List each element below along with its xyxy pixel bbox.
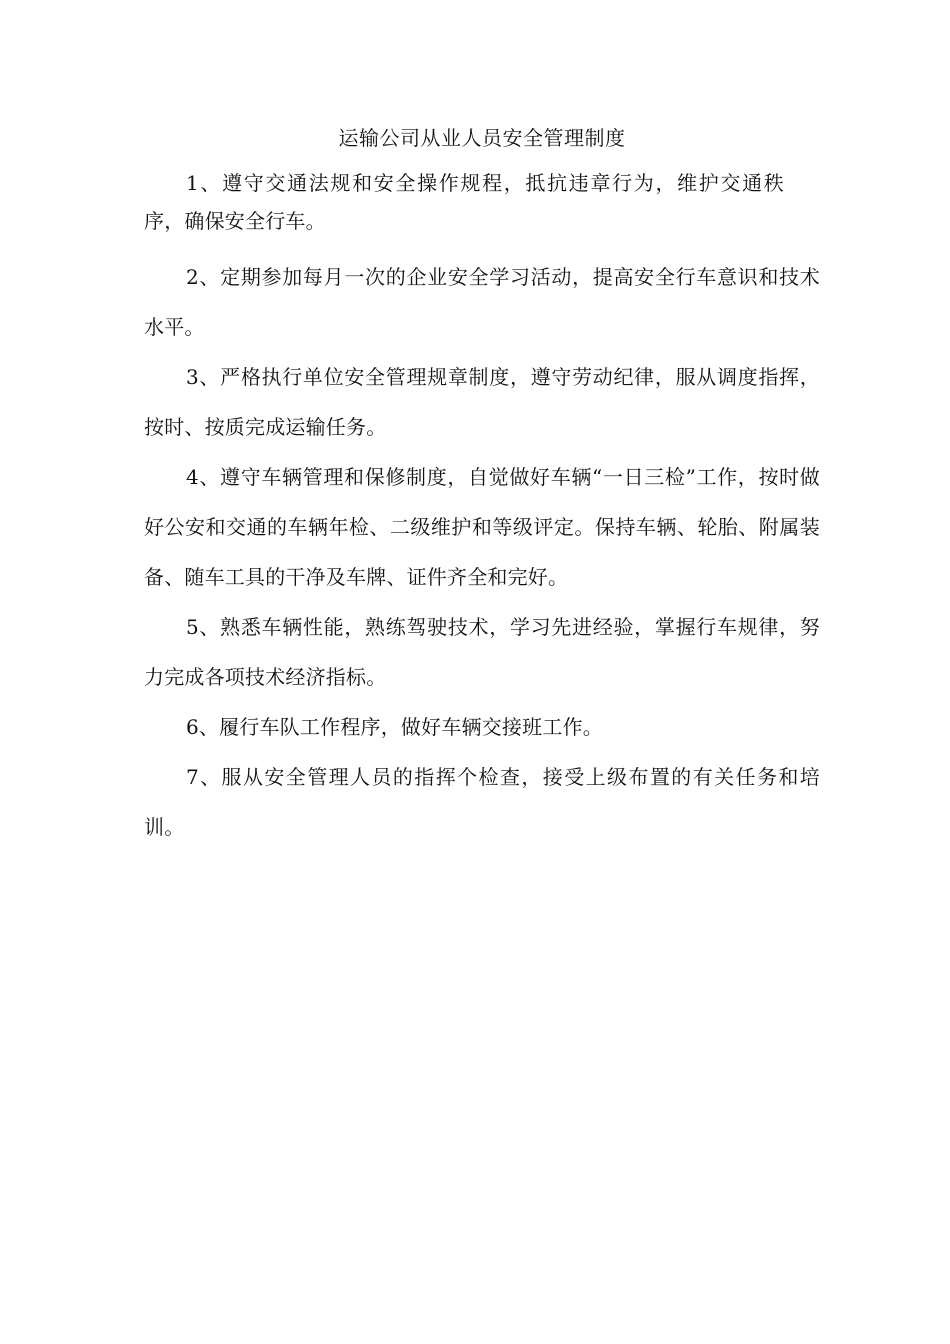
document-body bbox=[144, 118, 820, 852]
rule-paragraph-3: 3、严格执行单位安全管理规章制度，遵守劳动纪律，服从调度指挥，按时、按质完成运输任务。 bbox=[144, 365, 820, 439]
rule-paragraph-1: 1、遵守交通法规和安全操作规程，抵抗违章行为，维护交通秩序，确保安全行车。 bbox=[144, 171, 784, 233]
rule-paragraph-7: 7、服从安全管理人员的指挥个检查，接受上级布置的有关任务和培训。 bbox=[144, 765, 820, 839]
rule-paragraph-5: 5、熟悉车辆性能，熟练驾驶技术，学习先进经验，掌握行车规律，努力完成各项技术经济指标。 bbox=[144, 615, 820, 689]
rule-paragraph-4: 4、遵守车辆管理和保修制度，自觉做好车辆“一日三检”工作，按时做好公安和交通的车辆年检、二级维护和等级评定。保持车辆、轮胎、附属装备、随车工具的干净及车牌、证件齐全和完好。 bbox=[144, 465, 820, 589]
document-title: 运输公司从业人员安全管理制度 bbox=[338, 126, 626, 150]
rule-paragraph-2: 2、定期参加每月一次的企业安全学习活动，提高安全行车意识和技术水平。 bbox=[144, 265, 820, 339]
rule-paragraph-6: 6、履行车队工作程序，做好车辆交接班工作。 bbox=[186, 715, 603, 739]
